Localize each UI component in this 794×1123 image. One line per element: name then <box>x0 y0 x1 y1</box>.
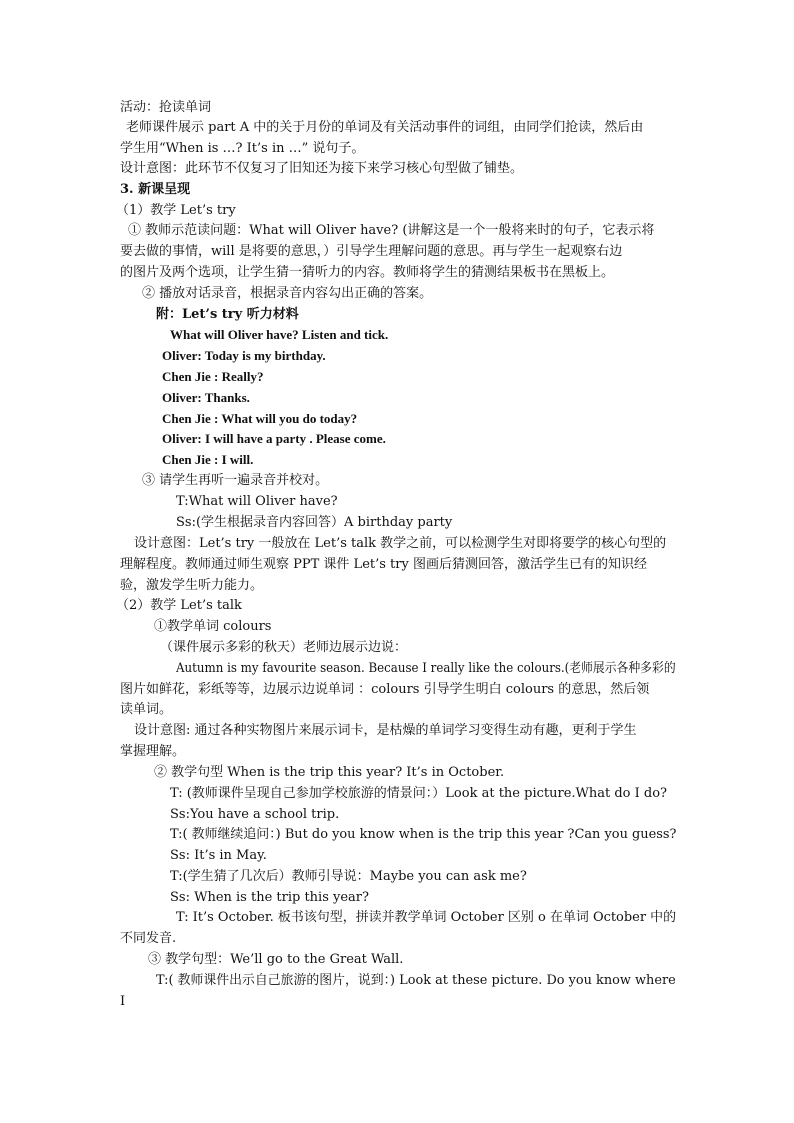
paragraph-line: 老师课件展示 part A 中的关于月份的单词及有关活动事件的词组，由同学们抢读，然后由 <box>126 120 644 135</box>
section-heading: 3. 新课呈现 <box>120 182 191 197</box>
step-line: ② 教学句型 When is the trip this year? It’s in October. <box>154 765 505 780</box>
dialogue-line: What will Oliver have? Listen and tick. <box>170 327 389 342</box>
listening-material-title: 附：Let’s try 听力材料 <box>156 307 299 322</box>
step-line: ③ 教学句型：We’ll go to the Great Wall. <box>148 952 404 967</box>
design-intent-line: 设计意图：此环节不仅复习了旧知还为接下来学习核心句型做了铺垫。 <box>120 161 524 176</box>
dialogue-line: I <box>120 994 126 1009</box>
paragraph-line: 验，激发学生听力能力。 <box>120 578 264 593</box>
dialogue-line: Chen Jie : I will. <box>162 452 254 467</box>
dialogue-line: Chen Jie : Really? <box>162 369 264 384</box>
paragraph-line: 图片如鲜花，彩纸等等，边展示边说单词 ：colours 引导学生明白 colours 的意思，然后领 <box>120 682 650 697</box>
step-line: ② 播放对话录音，根据录音内容勾出正确的答案。 <box>142 286 433 301</box>
paragraph-line: 学生用“When is …? It’s in …” 说句子。 <box>120 141 365 156</box>
dialogue-line: T:(学生猜了几次后）教师引导说：Maybe you can ask me? <box>170 869 527 884</box>
dialogue-line: T: It’s October. 板书该句型，拼读并教学单词 October 区别 o 在单词 October 中的 <box>176 910 677 925</box>
design-intent-line: 设计意图：Let’s try 一般放在 Let’s talk 教学之前，可以检测学生对即将要学的核心句型的 <box>134 536 667 551</box>
subsection-heading: （2）教学 Let’s talk <box>116 598 242 613</box>
paragraph-line: （课件展示多彩的秋天）老师边展示边说： <box>160 640 408 655</box>
paragraph-line: 要去做的事情，will 是将要的意思，）引导学生理解问题的意思。再与学生一起观察右边 <box>120 244 623 259</box>
dialogue-line: Oliver: Thanks. <box>162 390 250 405</box>
paragraph-line: 理解程度。教师通过师生观察 PPT 课件 Let’s try 图画后猜测回答，激活学生已有的知识经 <box>120 557 647 572</box>
dialogue-line: Oliver: I will have a party . Please come. <box>162 431 386 446</box>
dialogue-line: Ss: It’s in May. <box>170 848 267 863</box>
dialogue-line: T:( 教师课件出示自己旅游的图片，说到：) Look at these picture. Do you know where <box>156 973 676 988</box>
dialogue-line: Ss:(学生根据录音内容回答）A birthday party <box>176 515 453 530</box>
dialogue-line: Ss: When is the trip this year? <box>170 890 369 905</box>
paragraph-line: Autumn is my favourite season. Because I really like the colours.(老师展示各种多彩的 <box>176 661 676 676</box>
dialogue-line: Oliver: Today is my birthday. <box>162 348 326 363</box>
step-line: ①教学单词 colours <box>154 619 272 634</box>
paragraph-line: 不同发音. <box>120 931 177 946</box>
design-intent-line: 设计意图: 通过各种实物图片来展示词卡，是枯燥的单词学习变得生动有趣，更利于学生 <box>134 723 637 738</box>
dialogue-line: Chen Jie : What will you do today? <box>162 411 358 426</box>
subsection-heading: （1）教学 Let’s try <box>116 203 236 218</box>
activity-heading: 活动：抢读单词 <box>120 100 212 115</box>
paragraph-line: 的图片及两个选项，让学生猜一猜听力的内容。教师将学生的猜测结果板书在黑板上。 <box>120 265 615 280</box>
paragraph-line: ① 教师示范读问题：What will Oliver have? (讲解这是一个一般将来时的句子，它表示将 <box>128 223 655 238</box>
step-line: ③ 请学生再听一遍录音并校对。 <box>142 473 329 488</box>
paragraph-line: 读单词。 <box>120 702 173 717</box>
dialogue-line: T:What will Oliver have? <box>176 494 338 509</box>
dialogue-line: T:( 教师继续追问：) But do you know when is the trip this year ?Can you guess? <box>170 827 677 842</box>
dialogue-line: Ss:You have a school trip. <box>170 807 340 822</box>
paragraph-line: 掌握理解。 <box>120 744 186 759</box>
dialogue-line: T: (教师课件呈现自己参加学校旅游的情景问：）Look at the picture.What do I do? <box>170 786 668 801</box>
